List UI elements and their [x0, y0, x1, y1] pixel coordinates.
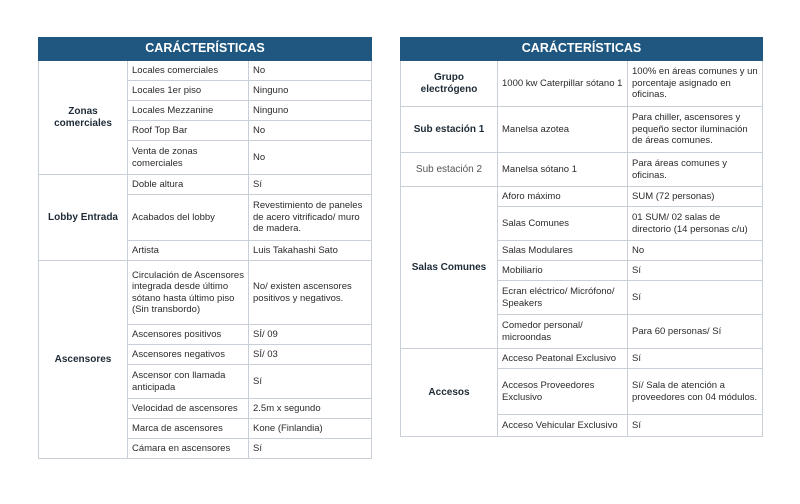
value-cell: Sí [249, 439, 372, 459]
value-cell: No [628, 241, 763, 261]
table-row [39, 261, 372, 325]
value-cell: SÍ/ 09 [249, 325, 372, 345]
value-cell: Sí/ Sala de atención a proveedores con 04 módulos. [628, 369, 763, 415]
item-cell: Ascensores negativos [128, 345, 249, 365]
item-cell: Locales Mezzanine [128, 101, 249, 121]
value-cell: SUM (72 personas) [628, 187, 763, 207]
table-row [401, 61, 763, 107]
item-cell: Ascensor con llamada anticipada [128, 365, 249, 399]
value-cell: Sí [249, 175, 372, 195]
item-cell: Doble altura [128, 175, 249, 195]
value-cell: Ninguno [249, 81, 372, 101]
item-cell: Salas Modulares [498, 241, 628, 261]
value-cell: 01 SUM/ 02 salas de directorio (14 personas c/u) [628, 207, 763, 241]
item-cell: Manelsa sótano 1 [498, 153, 628, 187]
item-cell: Cámara en ascensores [128, 439, 249, 459]
group-label: Grupo electrógeno [401, 61, 498, 107]
item-cell: Acceso Vehicular Exclusivo [498, 415, 628, 437]
item-cell: Aforo máximo [498, 187, 628, 207]
group-label: Salas Comunes [401, 187, 498, 349]
left-table-body [39, 61, 372, 459]
item-cell: Comedor personal/ microondas [498, 315, 628, 349]
group-label: Ascensores [39, 261, 128, 459]
item-cell: Ascensores positivos [128, 325, 249, 345]
table-row [401, 107, 763, 153]
table-row [401, 349, 763, 369]
item-cell: 1000 kw Caterpillar sótano 1 [498, 61, 628, 107]
item-cell: Artista [128, 241, 249, 261]
item-cell: Mobiliario [498, 261, 628, 281]
value-cell: Sí [628, 261, 763, 281]
value-cell: 2.5m x segundo [249, 399, 372, 419]
item-cell: Acabados del lobby [128, 195, 249, 241]
value-cell: Sí [628, 349, 763, 369]
item-cell: Locales 1er piso [128, 81, 249, 101]
value-cell: Luis Takahashi Sato [249, 241, 372, 261]
value-cell: Para 60 personas/ Sí [628, 315, 763, 349]
value-cell: Revestimiento de paneles de acero vitrificado/ muro de madera. [249, 195, 372, 241]
value-cell: No [249, 141, 372, 175]
right-table-body [401, 61, 763, 437]
group-label: Zonas comerciales [39, 61, 128, 175]
item-cell: Salas Comunes [498, 207, 628, 241]
item-cell: Manelsa azotea [498, 107, 628, 153]
table-row [39, 175, 372, 195]
value-cell: SÍ/ 03 [249, 345, 372, 365]
item-cell: Venta de zonas comerciales [128, 141, 249, 175]
value-cell: 100% en áreas comunes y un porcentaje asignado en oficinas. [628, 61, 763, 107]
item-cell: Velocidad de ascensores [128, 399, 249, 419]
value-cell: Para áreas comunes y oficinas. [628, 153, 763, 187]
table-row [401, 187, 763, 207]
item-cell: Acceso Peatonal Exclusivo [498, 349, 628, 369]
table-row [39, 61, 372, 81]
left-table-header: CARÁCTERÍSTICAS [39, 38, 372, 61]
value-cell: No [249, 61, 372, 81]
left-characteristics-table [38, 37, 372, 459]
value-cell: No [249, 121, 372, 141]
item-cell: Accesos Proveedores Exclusivo [498, 369, 628, 415]
value-cell: Sí [249, 365, 372, 399]
item-cell: Locales comerciales [128, 61, 249, 81]
group-label: Sub estación 2 [401, 153, 498, 187]
group-label: Sub estación 1 [401, 107, 498, 153]
group-label: Accesos [401, 349, 498, 437]
right-characteristics-table [400, 37, 763, 437]
group-label: Lobby Entrada [39, 175, 128, 261]
value-cell: Ninguno [249, 101, 372, 121]
item-cell: Marca de ascensores [128, 419, 249, 439]
value-cell: No/ existen ascensores positivos y negativos. [249, 261, 372, 325]
value-cell: Sí [628, 415, 763, 437]
item-cell: Roof Top Bar [128, 121, 249, 141]
value-cell: Sí [628, 281, 763, 315]
item-cell: Ecran eléctrico/ Micrófono/ Speakers [498, 281, 628, 315]
table-row [401, 153, 763, 187]
right-table-header: CARÁCTERÍSTICAS [401, 38, 763, 61]
value-cell: Para chiller, ascensores y pequeño sector iluminación de áreas comunes. [628, 107, 763, 153]
item-cell: Circulación de Ascensores integrada desde último sótano hasta último piso (Sin transbordo) [128, 261, 249, 325]
value-cell: Kone (Finlandia) [249, 419, 372, 439]
